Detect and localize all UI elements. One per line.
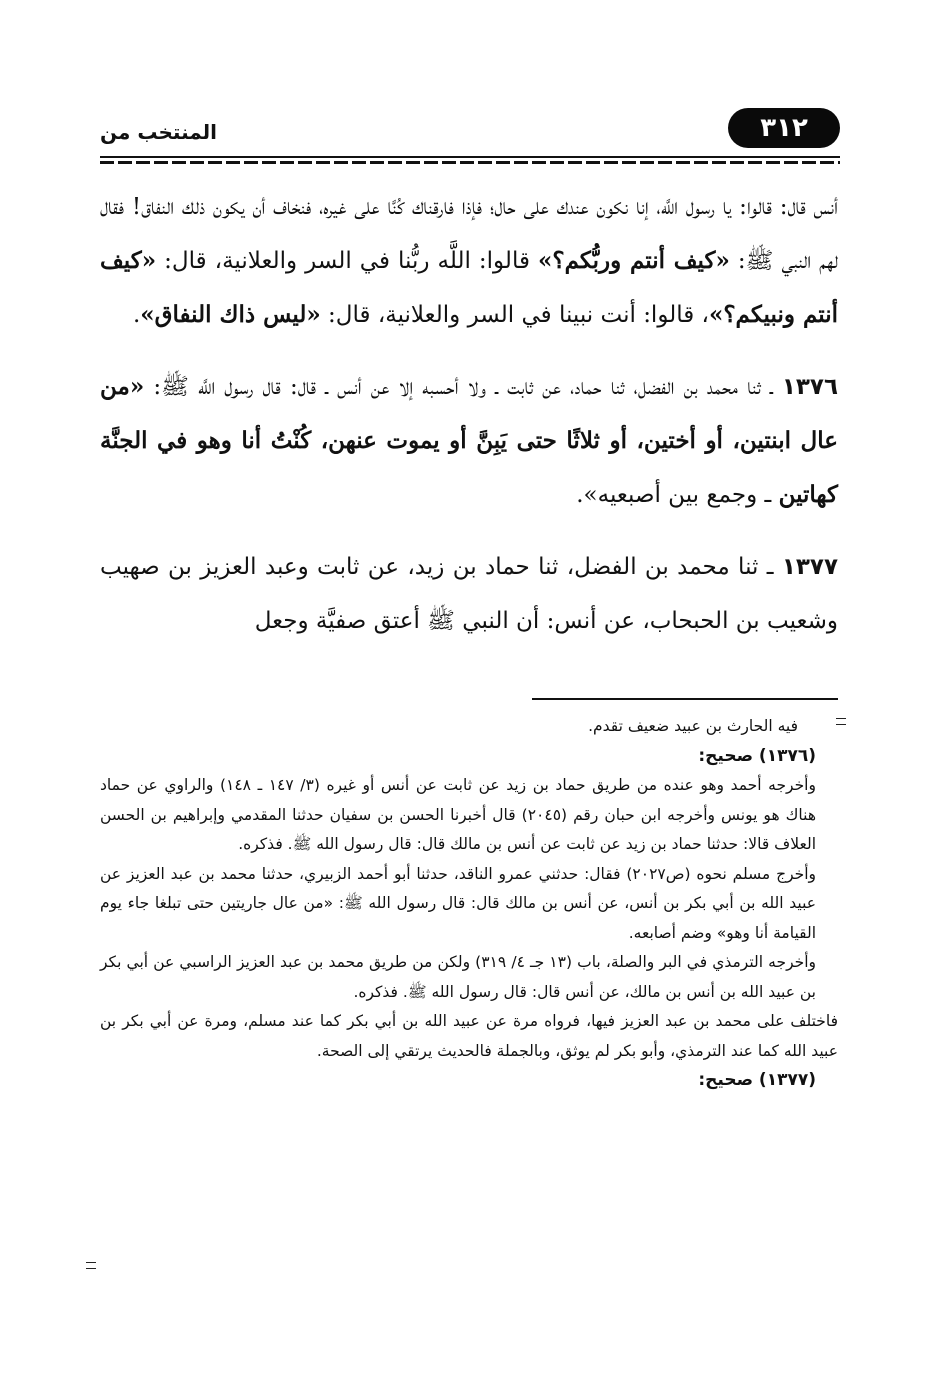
header-divider (100, 156, 840, 164)
text-run: ـ وجمع بين أصبعيه (597, 482, 779, 508)
footnote-paragraph: فاختلف على محمد بن عبد العزيز فيها، فرواه مرة عن عبيد الله بن أبي بكر كما عند مسلم، ومرة عن أبي بكر بن عبيد الله كما عند الترمذي، وأبو بكر لم يوثق، وبالجملة فالحديث يرتقي إلى الصحة. (100, 1012, 838, 1060)
hadith-1376 (100, 360, 838, 522)
margin-mark-icon (86, 1262, 96, 1269)
quote-bold: «كيف أنتم وربُّكم؟» (538, 247, 730, 274)
footnote-paragraph: وأخرجه الترمذي في البر والصلة، باب (١٣ جـ ٤/ ٣١٩) ولكن من طريق محمد بن عبد العزيز الراسبي عن أبي بكر بن عبيد الله بن أنس بن مالك، عن أنس قال: قال رسول الله ﷺ. فذكره. (100, 953, 817, 1001)
text-run: ـ ثنا محمد بن الفضل، ثنا حماد، عن ثابت ـ ولا أحسبه إلا عن أنس ـ قال: قال رسول اللَّه ﷺ: (144, 374, 782, 400)
text-run: ـ ثنا محمد بن الفضل، ثنا حماد بن زيد، عن ثابت وعبد العزيز بن صهيب وشعيب بن الحبحاب، عن أنس: أن النبي ﷺ أعتق صفيَّة وجعل (100, 554, 838, 634)
running-title: المنتخب من (100, 120, 218, 144)
quote-bold: «من عال ابنتين، أو أختين، أو ثلاثًا حتى يَبِنَّ أو يموت عنهن، كُنْتُ أنا وهو في الجنَّة كهاتين (100, 373, 838, 508)
text-run: ، قالوا: أنت نبينا في السر والعلانية، قال: (320, 302, 709, 328)
page-header (100, 108, 840, 154)
quote-bold: «كيف أنتم ونبيكم؟» (100, 247, 838, 328)
footnote-heading-1377: (١٣٧٧) صحيح: (698, 1070, 816, 1090)
footnote-separator (532, 698, 838, 700)
text-run: . (132, 302, 141, 328)
footnote-paragraph: وأخرج مسلم نحوه (ص٢٠٢٧) فقال: حدثني عمرو الناقد، حدثنا أبو أحمد الزبيري، حدثنا محمد بن عبد العزيز عن عبيد الله بن أبي بكر بن أنس، عن أنس بن مالك قال: قال رسول الله ﷺ: «من عال جاريتين حتى تبلغا جاء يوم القيامة أنا وهو» وضم أصابعه. (100, 864, 816, 942)
footnote-carry: فيه الحارث بن عبيد ضعيف تقدم. (588, 717, 798, 735)
footnotes (100, 712, 838, 1096)
hadith-number: ١٣٧٧ (781, 554, 838, 580)
quote-bold: «ليس ذاك النفاق» (140, 301, 321, 328)
hadith-1377 (100, 540, 838, 648)
margin-mark-icon (836, 718, 846, 725)
main-text (100, 180, 838, 648)
paragraph-continuation (100, 180, 838, 342)
text-run: قالوا: اللَّه ربُّنا في السر والعلانية، قال: (156, 248, 538, 274)
footnote-heading-1376: (١٣٧٦) صحيح: (698, 745, 816, 766)
text-run: أنس قال: قالوا: يا رسول اللَّه، إنا نكون عندك على حال؛ فإذا فارقناك كُنَّا على غيره، فنخاف أن يكون ذلك النفاق! فقال لهم النبي ﷺ: (100, 194, 838, 274)
footnote-paragraph: وأخرجه أحمد وهو عنده من طريق حماد بن زيد عن ثابت عن أنس أو غيره (٣/ ١٤٧ ـ ١٤٨) والراوي عن حماد هناك هو يونس وأخرجه ابن حبان رقم (٢٠٤٥) قال أخبرنا الحسن بن سفيان حدثنا المقدمي وإبراهيم بن الحسن العلاف قالا: حدثنا حماد بن زيد عن ثابت عن أنس بن مالك قال: قال رسول الله ﷺ. فذكره. (100, 776, 816, 853)
hadith-number: ١٣٧٦ (781, 374, 838, 400)
page-number-badge: ٣١٢ (728, 108, 840, 148)
text-run: ». (576, 482, 598, 508)
